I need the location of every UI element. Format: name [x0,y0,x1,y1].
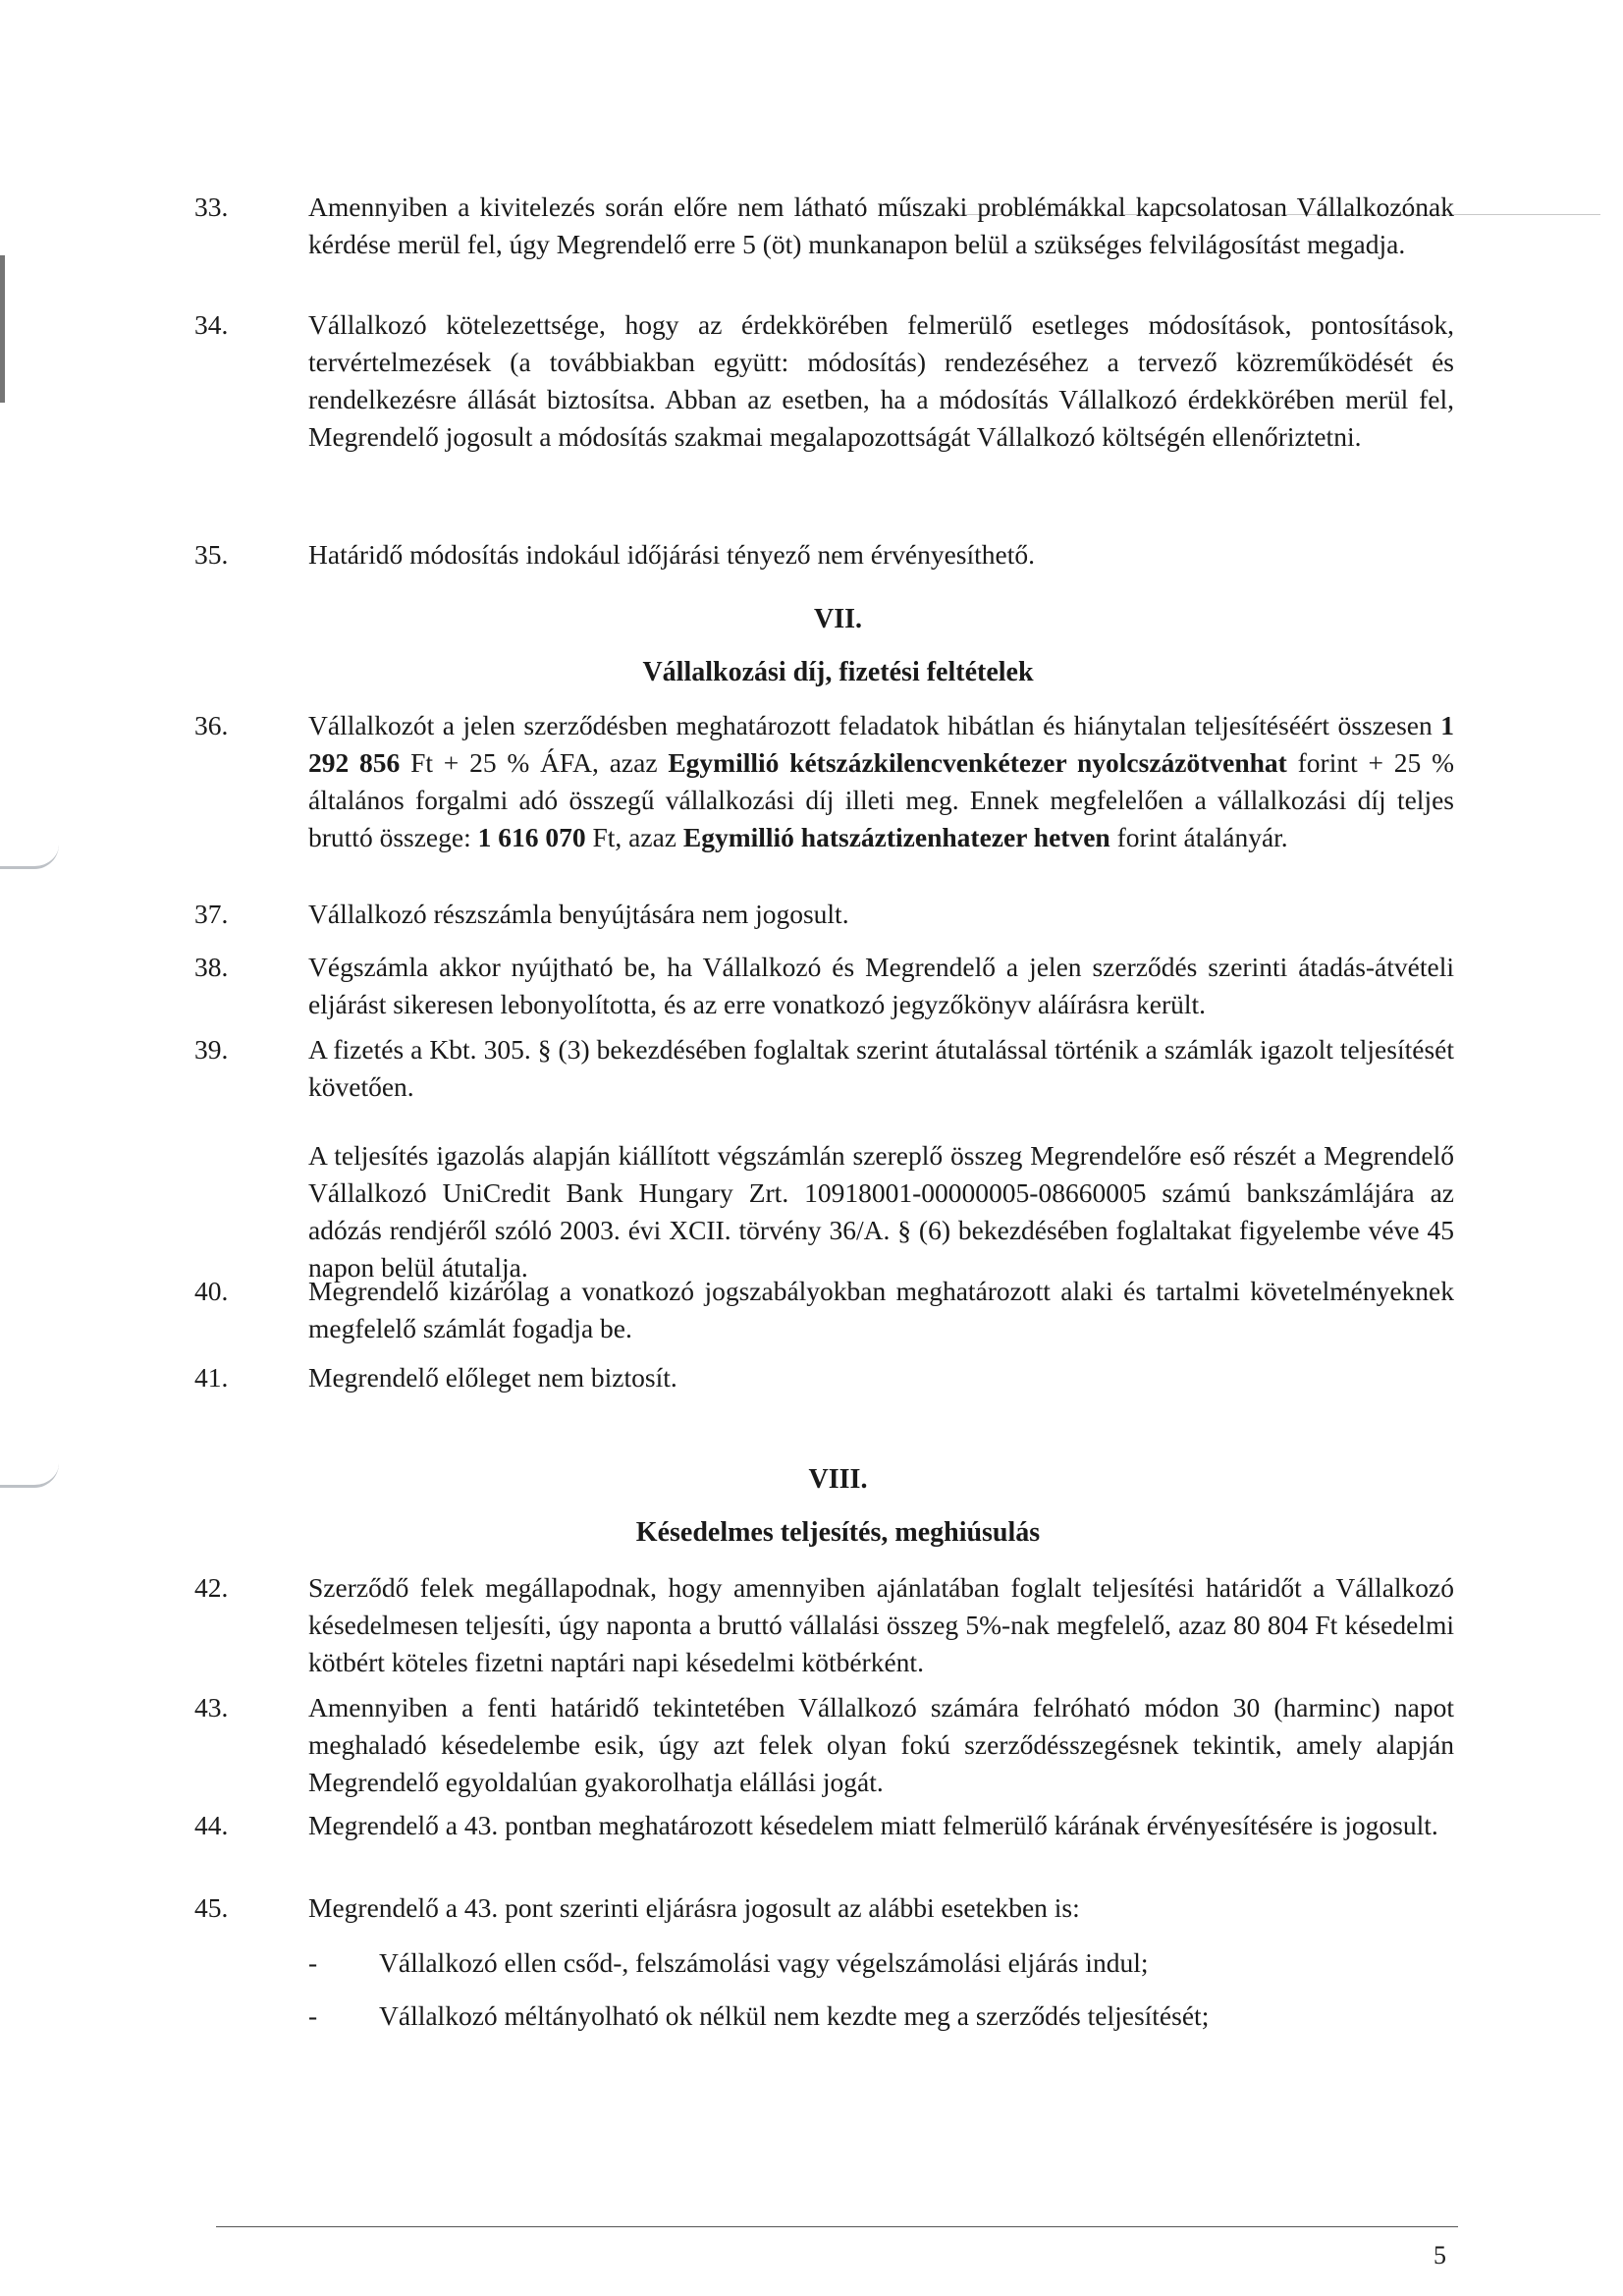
bullet-dash: - [308,1947,318,1978]
clause-text: Megrendelő a 43. pont szerinti eljárásra jogosult az alábbi esetekben is: [308,1892,1080,1923]
clause-number: 45. [194,1892,229,1923]
bullet-dash: - [308,2000,318,2031]
clause-number: 43. [194,1692,229,1722]
net-amount: 1 292 856 [308,710,1454,778]
section-viii-title: Késedelmes teljesítés, meghiúsulás [635,1517,1041,1548]
clause-text-continued: A teljesítés igazolás alapján kiállított végszámlán szereplő összeg Megrendelőre eső részét a Megrendelő Vállalkozó UniCredit Bank Hungary Zrt. 10918001-00000005-08660005 számú bankszámlájára az adózás rendjéről szóló 2003. évi XCII. törvény 36/A. § (6) bekezdésében foglaltakat figyelembe véve 45 napon belül átutalja. [308,1140,1454,1283]
clause-text: Megrendelő a 43. pontban meghatározott késedelem miatt felmerülő kárának érvényesítésére is jogosult. [308,1810,1438,1840]
clause-40 [194,1273,1454,1347]
clause-text: Megrendelő kizárólag a vonatkozó jogszabályokban meghatározott alaki és tartalmi követelményeknek megfelelő számlát fogadja be. [308,1276,1454,1343]
clause-33 [194,189,1454,263]
bullet-item [308,1944,1454,1982]
clause-text: Szerződő felek megállapodnak, hogy amennyiben ajánlatában foglalt teljesítési határidőt a Vállalkozó késedelmesen teljesíti, úgy naponta a bruttó vállalási összeg 5%-nak megfelelő, azaz 80 804 Ft késedelmi kötbért köteles fizetni naptári napi késedelmi kötbérként. [308,1572,1454,1677]
clause-43 [194,1689,1454,1801]
bullet-text: Vállalkozó méltányolható ok nélkül nem kezdte meg a szerződés teljesítését; [379,2000,1210,2031]
clause-number: 39. [194,1034,229,1065]
clause-text: Határidő módosítás indokául időjárási tényező nem érvényesíthető. [308,539,1036,570]
clause-number: 38. [194,952,229,982]
clause-text: Amennyiben a kivitelezés során előre nem látható műszaki problémákkal kapcsolatosan Vállalkozónak kérdése merül fel, úgy Megrendelő erre 5 (öt) munkanapon belül a szükséges felvilágosítást megadja. [308,191,1454,259]
clause-34 [194,306,1454,456]
net-amount-words: Egymillió kétszázkilencvenkétezer nyolcszázötvenhat [668,747,1287,778]
clause-number: 36. [194,710,229,740]
clause-44 [194,1807,1454,1844]
clause-36 [194,707,1454,856]
clause-41 [194,1359,1454,1396]
clause-number: 44. [194,1810,229,1840]
page-number: 5 [1434,2241,1446,2269]
bullet-item [308,1997,1454,2035]
clause-text: Amennyiben a fenti határidő tekintetében Vállalkozó számára felróható módon 30 (harminc) napot meghaladó késedelembe esik, úgy azt felek olyan fokú szerződésszegésnek tekintik, amely alapján Megrendelő egyoldalúan gyakorolhatja elállási jogát. [308,1692,1454,1797]
section-vii-title: Vállalkozási díj, fizetési feltételek [642,657,1034,687]
clause-number: 34. [194,309,229,340]
clause-text: Megrendelő előleget nem biztosít. [308,1362,677,1393]
clause-number: 35. [194,539,229,570]
section-vii-number: VII. [813,604,862,634]
clause-39 [194,1031,1454,1286]
clause-number: 40. [194,1276,229,1306]
section-viii-number: VIII. [808,1464,868,1495]
clause-number: 37. [194,899,229,929]
clause-text: Vállalkozót a jelen szerződésben meghatározott feladatok hibátlan és hiánytalan teljesítéséért összesen 1 292 856 Ft + 25 % ÁFA, azaz Egymillió kétszázkilencvenkétezer nyolcszázötvenhat forint + 25 % általános forgalmi adó összegű vállalkozási díj illeti meg. Ennek megfelelően a vállalkozási díj teljes bruttó összege: 1 616 070 Ft, azaz Egymillió hatszáztizenhatezer hetven forint átalányár. [308,710,1454,852]
clause-text: Vállalkozó részszámla benyújtására nem jogosult. [308,899,849,929]
clause-text: A fizetés a Kbt. 305. § (3) bekezdésében foglaltak szerint átutalással történik a számlák igazolt teljesítését követően. [308,1034,1454,1102]
gross-amount-words: Egymillió hatszáztizenhatezer hetven [682,822,1110,852]
clause-number: 41. [194,1362,229,1393]
clause-42 [194,1569,1454,1681]
punch-hole-mark [0,845,59,869]
clause-37 [194,896,1454,933]
clause-45 [194,1889,1454,1927]
scan-edge-shadow [0,255,5,403]
footer-divider [216,2226,1458,2227]
bullet-text: Vállalkozó ellen csőd-, felszámolási vagy végelszámolási eljárás indul; [379,1947,1149,1978]
gross-amount: 1 616 070 [477,822,586,852]
clause-text: Vállalkozó kötelezettsége, hogy az érdekkörében felmerülő esetleges módosítások, pontosítások, tervértelmezések (a továbbiakban együtt: módosítás) rendezéséhez a tervező közreműködését és rendelkezésre állását biztosítsa. Abban az esetben, ha a módosítás Vállalkozó érdekkörében merül fel, Megrendelő jogosult a módosítás szakmai megalapozottságát Vállalkozó költségén ellenőriztetni. [308,309,1454,452]
clause-text: Végszámla akkor nyújtható be, ha Vállalkozó és Megrendelő a jelen szerződés szerinti átadás-átvételi eljárást sikeresen lebonyolította, és az erre vonatkozó jegyzőkönyv aláírásra került. [308,952,1454,1019]
punch-hole-mark [0,1463,59,1488]
clause-38 [194,949,1454,1023]
clause-number: 33. [194,191,229,222]
clause-number: 42. [194,1572,229,1603]
clause-35 [194,536,1454,574]
